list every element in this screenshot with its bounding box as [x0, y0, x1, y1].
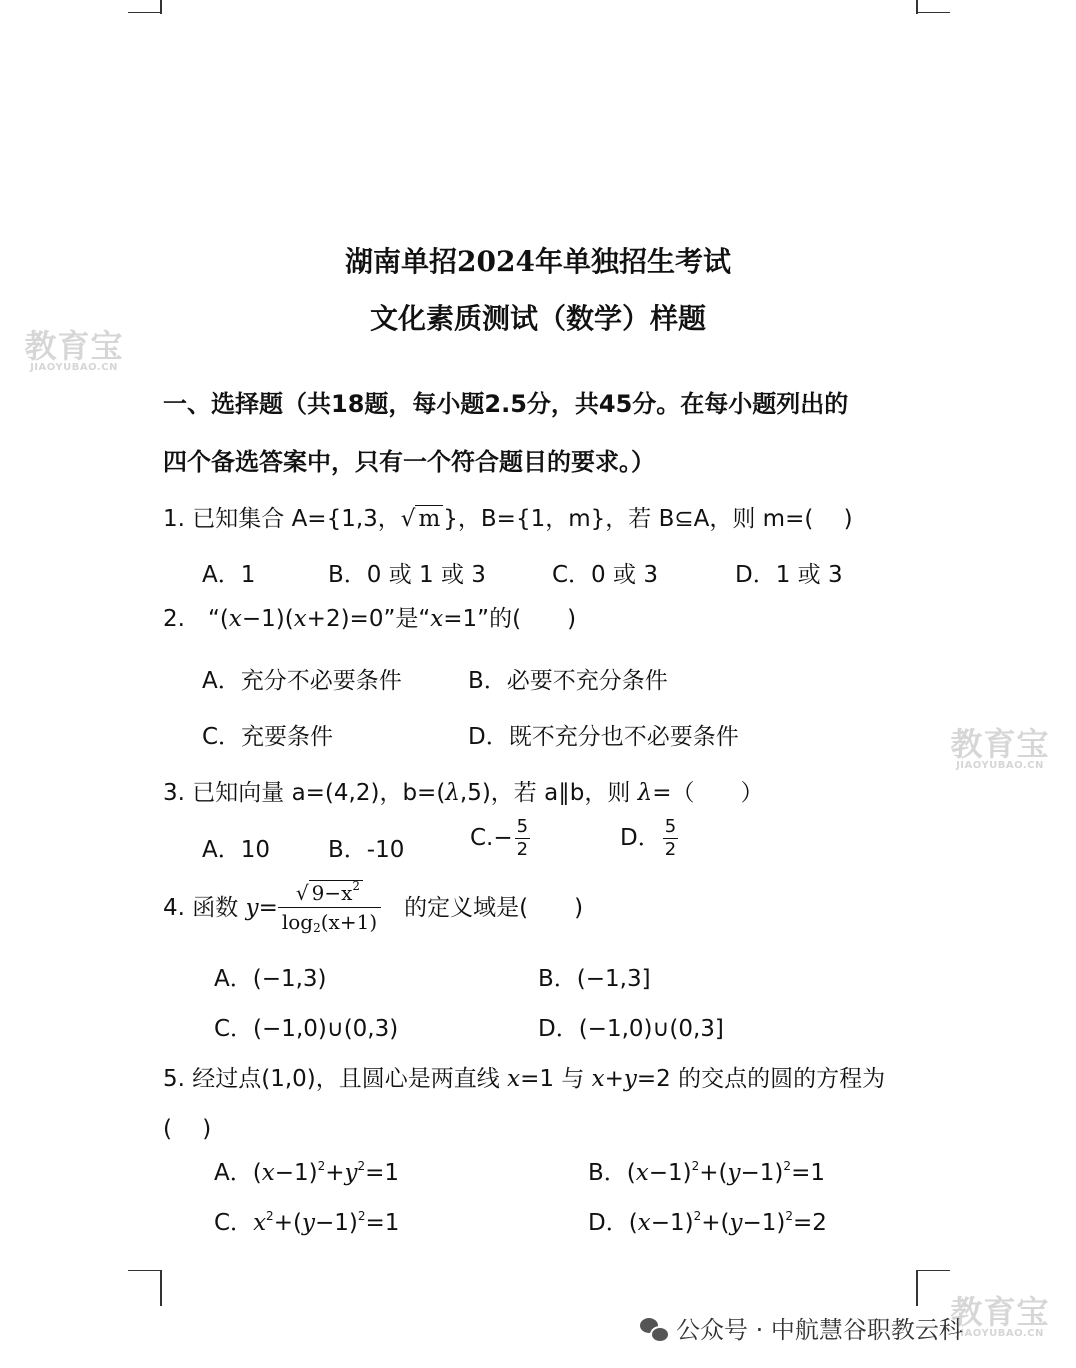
q4-option-a[interactable]: A．(−1,3): [214, 966, 327, 992]
crop-mark-bl-v: [160, 1270, 162, 1306]
watermark-left: 教育宝 JIAOYUBAO.CN: [24, 327, 124, 373]
q5-option-d[interactable]: D．$(x-1)^2+(y-1)^2=2$: [588, 1209, 827, 1236]
q5-var: x: [507, 1066, 521, 1092]
q5-text: =1 与: [520, 1066, 585, 1092]
q4-suffix: 的定义域是( ): [404, 895, 584, 922]
wechat-icon: [640, 1318, 668, 1342]
watermark-right: 教育宝 JIAOYUBAO.CN: [950, 725, 1050, 771]
exam-title: 湖南单招2024年单独招生考试: [345, 245, 731, 278]
q2-option-b[interactable]: B．必要不充分条件: [468, 668, 668, 694]
q1-prefix: 1. 已知集合 A={1,3，: [163, 506, 401, 532]
q2-option-c[interactable]: C．充要条件: [202, 724, 334, 750]
watermark-bottom: 教育宝 JIAOYUBAO.CN: [950, 1293, 1050, 1339]
q3-middle: ,5)，若 a∥b，则: [459, 780, 631, 806]
footer-account[interactable]: [640, 1310, 963, 1345]
q5-var: y: [623, 1066, 637, 1092]
q3-option-a[interactable]: A．10: [202, 837, 271, 863]
q5-text: 5. 经过点(1,0)，且圆心是两直线: [163, 1066, 500, 1092]
q4-denominator: $\log_2(x+1)$: [281, 910, 378, 935]
section-header-line2: 四个备选答案中，只有一个符合题目的要求。）: [163, 448, 655, 476]
crop-mark-br-h: [916, 1270, 950, 1271]
q2-text: 2. “(: [163, 606, 229, 632]
q2-option-a[interactable]: A．充分不必要条件: [202, 668, 402, 694]
q3-option-d[interactable]: [620, 818, 680, 859]
crop-mark-br-v: [916, 1270, 918, 1306]
q3-option-c-fraction: [515, 818, 530, 859]
q1-option-a[interactable]: A．1: [202, 562, 256, 588]
question-5: [163, 1060, 885, 1093]
q5-var: x: [591, 1066, 605, 1092]
q1-sqrt: √ m: [401, 505, 443, 532]
footer-text: 公众号 · 中航慧谷职教云科: [676, 1316, 963, 1344]
q3-option-c[interactable]: [470, 818, 532, 859]
q4-option-c[interactable]: C．(−1,0)∪(0,3): [214, 1016, 399, 1042]
q2-option-d[interactable]: D．既不充分也不必要条件: [468, 724, 739, 750]
frac-den: 2: [664, 839, 677, 860]
q1-option-b[interactable]: B．0 或 1 或 3: [328, 562, 486, 588]
q3-lambda: λ: [445, 780, 460, 806]
crop-mark-bl-h: [128, 1270, 162, 1271]
q2-var: x: [430, 606, 444, 632]
q4-option-d[interactable]: D．(−1,0)∪(0,3]: [538, 1016, 724, 1042]
q5-text: +: [604, 1066, 624, 1092]
exam-subtitle: 文化素质测试（数学）样题: [369, 302, 706, 335]
q4-numerator: √ $9-x^2$: [278, 882, 381, 908]
q5-option-b[interactable]: B．$(x-1)^2+(y-1)^2=1$: [588, 1159, 825, 1186]
q1-option-c[interactable]: C．0 或 3: [552, 562, 658, 588]
question-3: [163, 774, 764, 807]
question-4: [163, 879, 584, 935]
q4-fraction: [278, 879, 381, 935]
q2-text: =1”的( ): [443, 606, 577, 632]
q4-option-b[interactable]: B．(−1,3]: [538, 966, 651, 992]
q1-suffix: }，B={1，m}，若 B⊆A，则 m=( ): [443, 506, 853, 532]
q2-text: +2)=0”是“: [306, 606, 431, 632]
section-header-line1: 一、选择题（共18题，每小题2.5分，共45分。在每小题列出的: [163, 390, 849, 418]
q4-eq: =: [258, 895, 278, 922]
q3-lambda: λ: [637, 780, 653, 806]
q5-option-c[interactable]: C．$x^2+(y-1)^2=1$: [214, 1209, 400, 1236]
q3-option-b[interactable]: B．-10: [328, 837, 405, 863]
frac-num: 5: [664, 816, 677, 837]
frac-num: 5: [516, 816, 529, 837]
question-1: [163, 500, 853, 533]
question-2: [163, 600, 576, 633]
crop-mark-tr-h: [916, 12, 950, 13]
q3-option-d-label: D．: [620, 825, 661, 851]
q1-radicand: m: [415, 505, 443, 532]
q4-prefix: 4. 函数: [163, 895, 239, 922]
q5-text: =2 的交点的圆的方程为: [636, 1066, 886, 1092]
q2-var: x: [228, 606, 242, 632]
q3-option-c-label: C.−: [470, 825, 513, 851]
q4-y: y: [245, 895, 259, 922]
crop-mark-tl-h: [128, 12, 162, 13]
frac-den: 2: [516, 839, 529, 860]
q2-var: x: [293, 606, 307, 632]
q2-text: −1)(: [241, 606, 294, 632]
q5-option-a[interactable]: A．$(x-1)^2+y^2=1$: [214, 1159, 400, 1186]
q3-prefix: 3. 已知向量 a=(4,2)，b=(: [163, 780, 446, 806]
q5-answer-paren: ( ): [163, 1116, 212, 1142]
q3-suffix: =（ ）: [652, 780, 764, 806]
q1-option-d[interactable]: D．1 或 3: [735, 562, 843, 588]
q3-option-d-fraction: [663, 818, 678, 859]
